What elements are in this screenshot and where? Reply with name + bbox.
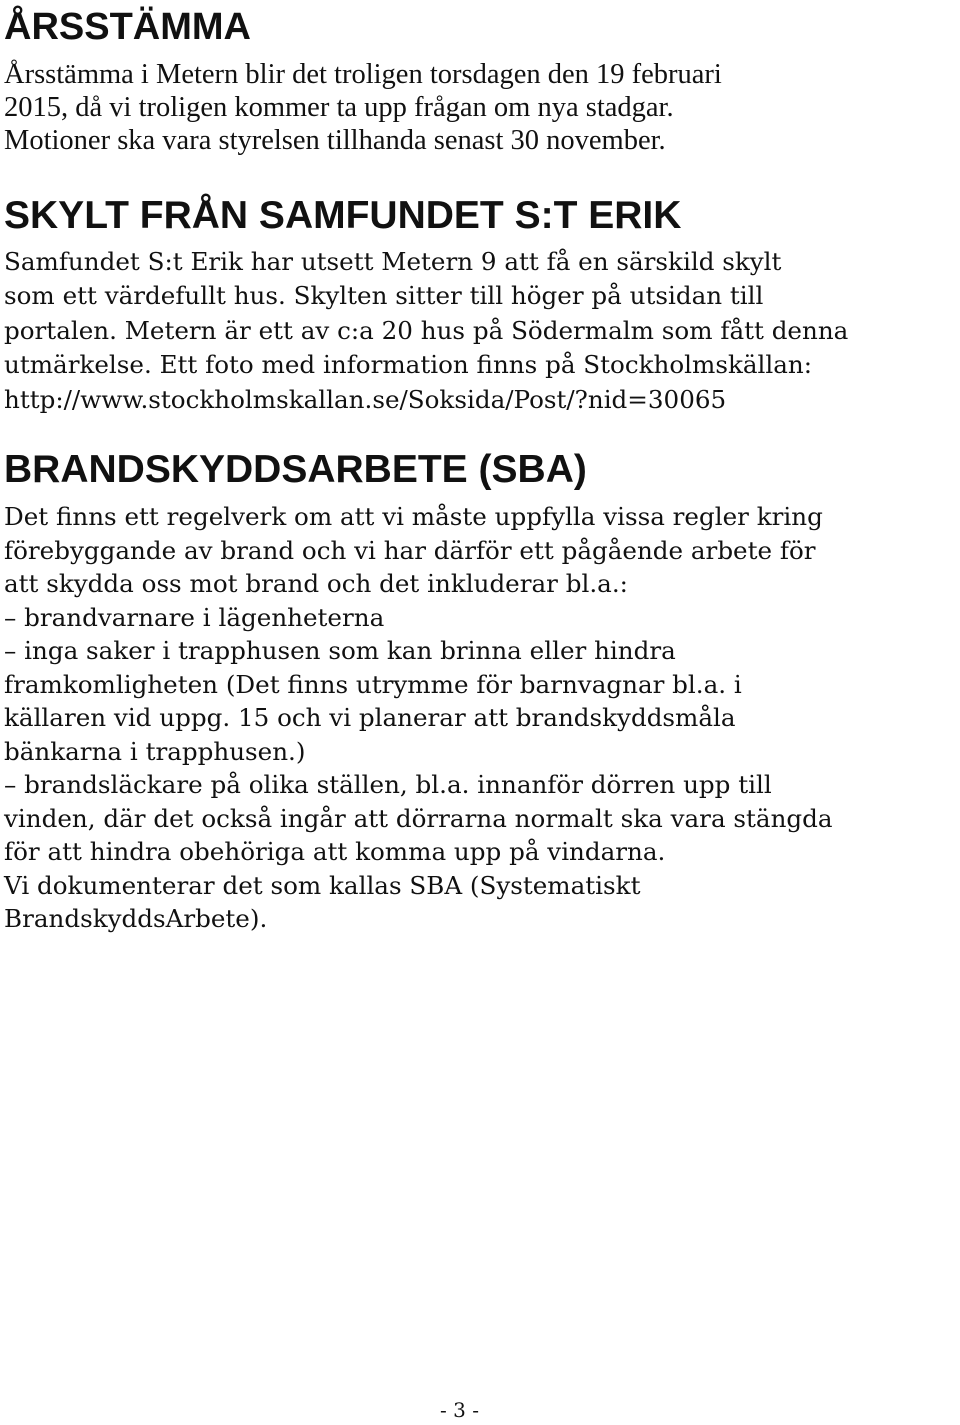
text-line: 2015, då vi troligen kommer ta upp frågan om nya stadgar. <box>4 92 674 123</box>
text-line: bänkarna i trapphusen.) <box>4 736 306 766</box>
text-line: Vi dokumenterar det som kallas SBA (Systematiskt <box>4 870 641 900</box>
list-item: – inga saker i trapphusen som kan brinna eller hindra <box>4 636 676 665</box>
text-line: källaren vid uppg. 15 och vi planerar att brandskyddsmåla <box>4 703 736 732</box>
page-number: - 3 - <box>440 1398 479 1422</box>
text-line: Det finns ett regelverk om att vi måste uppfylla vissa regler kring <box>4 502 823 531</box>
url-text: http://www.stockholmskallan.se/Soksida/Post/?nid=30065 <box>4 384 727 414</box>
section-heading-brandskyddsarbete: BRANDSKYDDSARBETE (SBA) <box>4 448 587 491</box>
section-heading-arsstamma: ÅRSSTÄMMA <box>4 6 251 48</box>
text-line: framkomligheten (Det finns utrymme för barnvagnar bl.a. i <box>4 669 742 699</box>
text-line: för att hindra obehöriga att komma upp på vindarna. <box>4 837 666 866</box>
text-line: vinden, där det också ingår att dörrarna normalt ska vara stängda <box>4 803 833 833</box>
text-line: utmärkelse. Ett foto med information finns på Stockholmskällan: <box>4 350 813 380</box>
text-line: Samfundet S:t Erik har utsett Metern 9 att få en särskild skylt <box>4 247 782 276</box>
text-line: att skydda oss mot brand och det inkluderar bl.a.: <box>4 569 628 598</box>
text-line: Årsstämma i Metern blir det troligen torsdagen den 19 februari <box>4 59 722 90</box>
list-item: – brandvarnare i lägenheterna <box>4 602 385 632</box>
text-line: Motioner ska vara styrelsen tillhanda senast 30 november. <box>4 125 666 156</box>
section-body-skylt <box>4 245 960 417</box>
text-line: förebyggande av brand och vi har därför ett pågående arbete för <box>4 535 816 565</box>
section-body-arsstamma <box>4 58 960 157</box>
section-heading-skylt: SKYLT FRÅN SAMFUNDET S:T ERIK <box>4 194 682 237</box>
list-item: – brandsläckare på olika ställen, bl.a. innanför dörren upp till <box>4 770 772 799</box>
text-line: BrandskyddsArbete). <box>4 904 268 933</box>
text-line: portalen. Metern är ett av c:a 20 hus på Södermalm som fått denna <box>4 315 849 345</box>
section-body-brandskyddsarbete <box>4 500 960 936</box>
text-line: som ett värdefullt hus. Skylten sitter till höger på utsidan till <box>4 281 764 311</box>
